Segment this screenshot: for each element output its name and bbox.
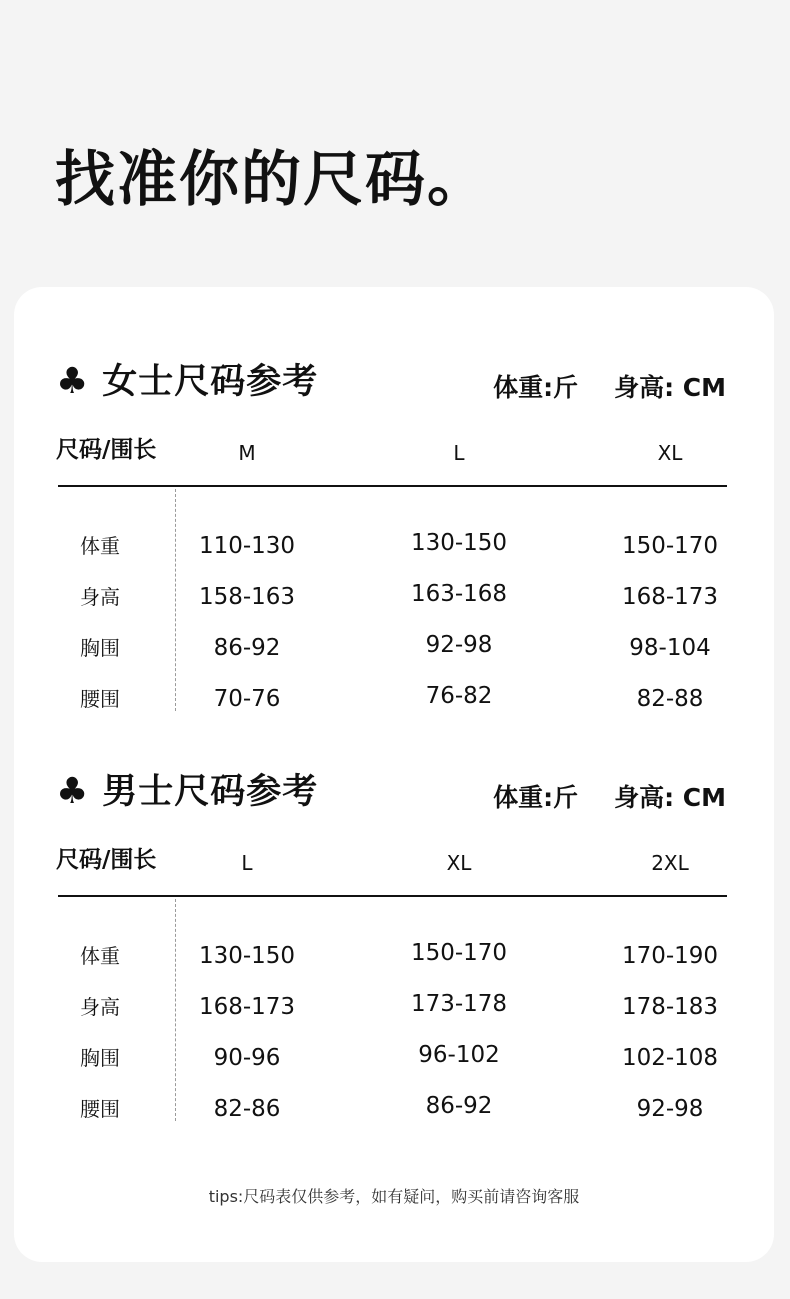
row-label-chest: 胸围 <box>80 636 120 660</box>
section-title: 女士尺码参考 <box>102 362 319 402</box>
table-cell: 96-102 <box>418 1042 500 1068</box>
row-label-weight: 体重 <box>80 534 120 558</box>
table-cell: 86-92 <box>213 635 281 661</box>
table-cell: 82-88 <box>636 686 704 712</box>
header-divider <box>58 485 727 487</box>
table-cell: 150-170 <box>410 940 508 966</box>
table-cell: 173-178 <box>410 991 508 1017</box>
men-size-section <box>14 697 774 1122</box>
table-cell: 130-150 <box>198 943 296 969</box>
table-cell: 102-108 <box>621 1045 719 1071</box>
table-cell: 76-82 <box>425 683 493 709</box>
table-cell: 98-104 <box>629 635 711 661</box>
height-unit: 身高: CM <box>614 373 726 402</box>
section-header <box>56 362 318 402</box>
row-label-height: 身高 <box>80 585 120 609</box>
row-label-weight: 体重 <box>80 944 120 968</box>
size-column-header: M <box>238 441 256 465</box>
section-title: 男士尺码参考 <box>102 772 319 812</box>
height-unit: 身高: CM <box>614 783 726 812</box>
table-cell: 168-173 <box>621 584 719 610</box>
club-suit-icon: ♣ <box>56 771 89 812</box>
table-cell: 158-163 <box>198 584 296 610</box>
row-label-chest: 胸围 <box>80 1046 120 1070</box>
size-column-header: XL <box>657 441 683 465</box>
section-header <box>56 772 318 812</box>
table-cell: 86-92 <box>425 1093 493 1119</box>
size-column-header: XL <box>446 851 472 875</box>
table-cell: 170-190 <box>621 943 719 969</box>
size-header-label: 尺码/围长 <box>56 437 157 463</box>
table-cell: 70-76 <box>213 686 281 712</box>
table-cell: 178-183 <box>621 994 719 1020</box>
row-label-waist: 腰围 <box>80 1097 120 1121</box>
table-cell: 110-130 <box>198 533 296 559</box>
table-cell: 168-173 <box>198 994 296 1020</box>
units-note <box>493 371 726 405</box>
weight-unit: 体重:斤 <box>493 373 579 402</box>
table-cell: 163-168 <box>410 581 508 607</box>
table-cell: 82-86 <box>213 1096 281 1122</box>
header-divider <box>58 895 727 897</box>
row-label-waist: 腰围 <box>80 687 120 711</box>
weight-unit: 体重:斤 <box>493 783 579 812</box>
size-column-header: 2XL <box>651 851 689 875</box>
tips-note: tips:尺码表仅供参考，如有疑问，购买前请咨询客服 <box>208 1187 580 1206</box>
size-chart-card <box>14 287 774 1262</box>
row-label-height: 身高 <box>80 995 120 1019</box>
size-header-label: 尺码/围长 <box>56 847 157 873</box>
club-suit-icon: ♣ <box>56 361 89 402</box>
units-note <box>493 781 726 815</box>
table-cell: 92-98 <box>425 632 493 658</box>
table-cell: 150-170 <box>621 533 719 559</box>
women-size-section <box>14 287 774 712</box>
size-column-header: L <box>241 851 253 875</box>
table-cell: 130-150 <box>410 530 508 556</box>
page-title: 找准你的尺码。 <box>55 145 489 215</box>
table-cell: 90-96 <box>213 1045 281 1071</box>
table-cell: 92-98 <box>636 1096 704 1122</box>
size-column-header: L <box>453 441 465 465</box>
